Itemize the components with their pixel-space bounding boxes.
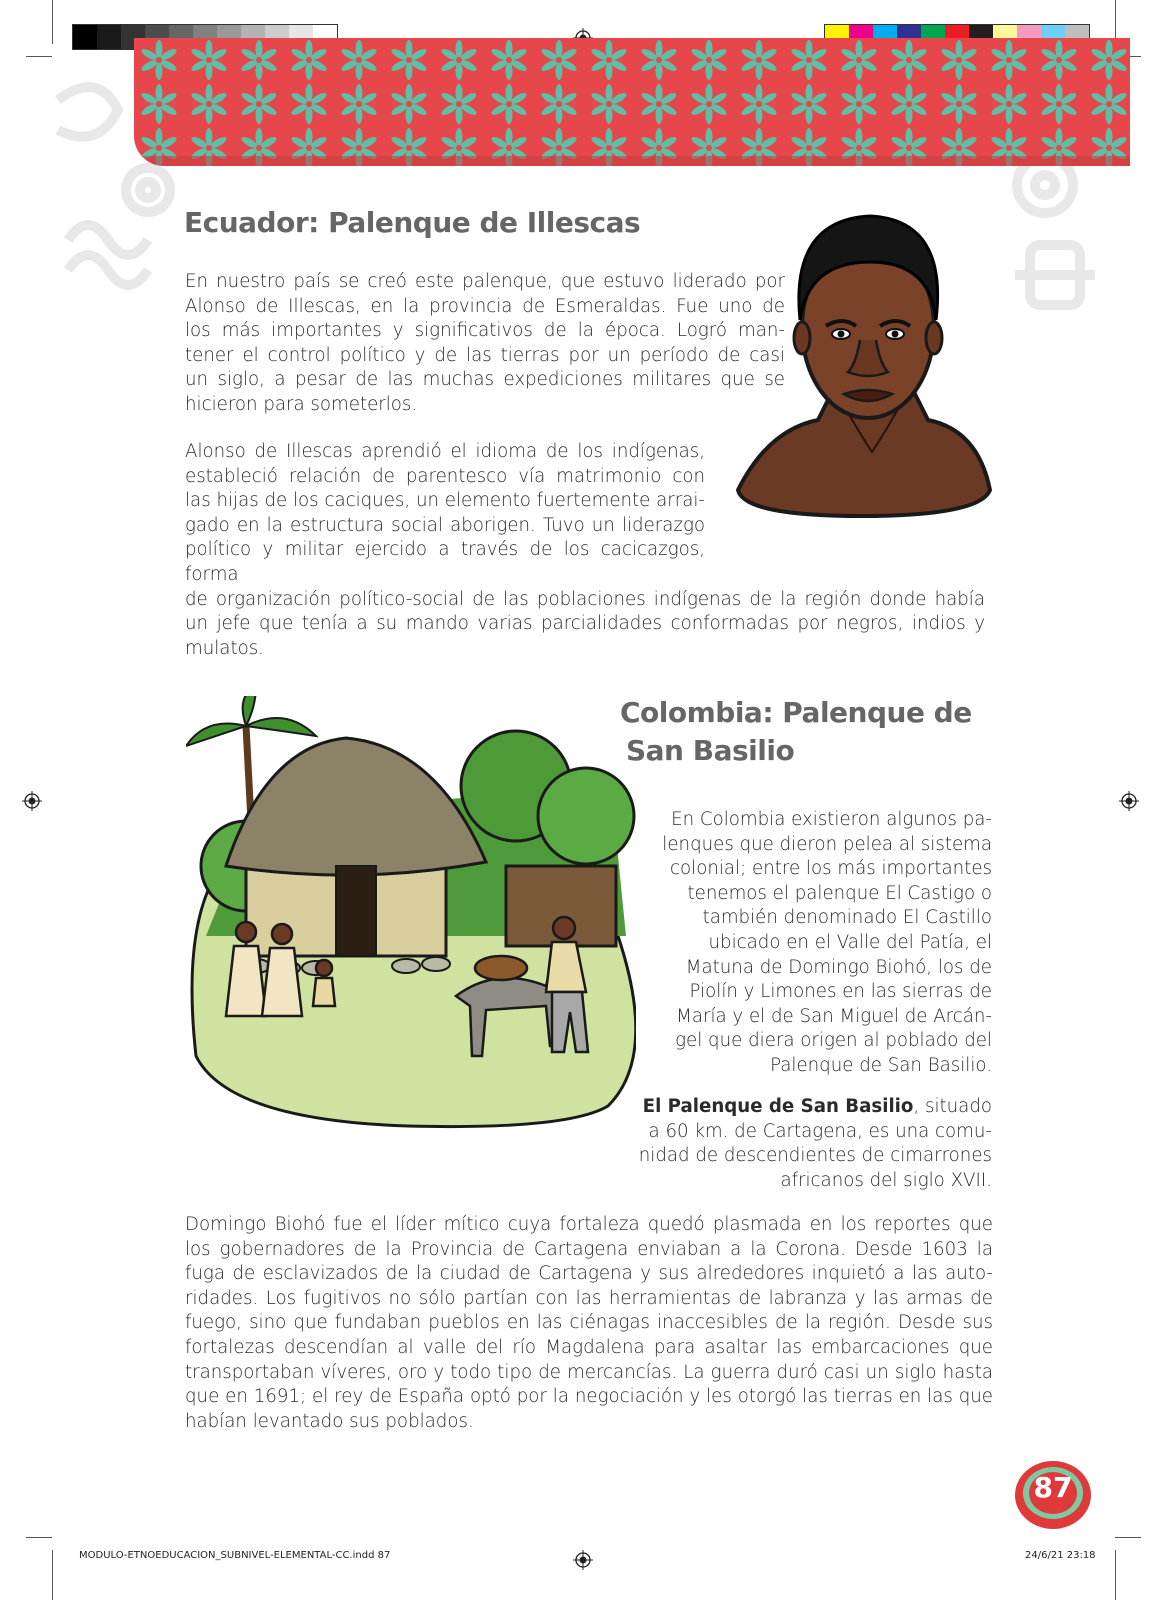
crop-mark: [1115, 1550, 1116, 1600]
paragraph-line: fuga de esclavizados de la ciudad de Cartagena y sus alrededores inquietó a las auto-: [185, 1263, 993, 1285]
paragraph-line: un siglo, a pesar de las muchas expediciones militares que se: [185, 369, 785, 391]
page-number: 87: [1033, 1471, 1073, 1504]
paragraph-line: lenques que dieron pelea al sistema: [662, 833, 992, 855]
paragraph-line: En Colombia existieron algunos pa-: [671, 809, 992, 830]
paragraph-line: africanos del siglo XVII.: [780, 1169, 992, 1191]
paragraph-line: las hijas de los caciques, un elemento fuertemente arrai-: [185, 490, 705, 512]
paragraph-line: Alonso de Illescas aprendió el idioma de los indígenas,: [185, 441, 705, 462]
paragraph-line: un jefe que tenía a su mando varias parcialidades conformadas por negros, indios y: [185, 613, 985, 635]
colombia-paragraph-3: [185, 1213, 993, 1434]
paragraph-line: María y el de San Miguel de Arcán-: [676, 1005, 992, 1027]
paragraph-line: Matuna de Domingo Biohó, los de: [685, 956, 992, 978]
paragraph-line: fortalezas descendían al valle del río Magdalena para asaltar las embarcaciones que: [185, 1336, 993, 1358]
section-title-colombia-line-2: San Basilio: [626, 734, 795, 767]
paragraph-line: ubicado en el Valle del Patía, el: [708, 931, 992, 953]
decorative-header-banner: [134, 38, 1130, 166]
crop-mark: [26, 1537, 52, 1538]
paragraph-line: tener el control político y de las tierras por un período de casi: [185, 344, 785, 366]
paragraph-line: que en 1691; el rey de España optó por la negociación y les otorgó las tierras en las que: [185, 1386, 993, 1408]
paragraph-line: Piolín y Limones en las sierras de: [689, 981, 992, 1003]
decorative-adinkra-symbols: [985, 150, 1105, 330]
paragraph-line: fuego, sino que fundaban pueblos en las ciénagas inaccesibles de la región. Desde sus: [185, 1312, 993, 1334]
paragraph-line: hicieron para someterlos.: [185, 393, 418, 415]
section-title-colombia: [620, 694, 972, 770]
paragraph-line: de organización político-social de las poblaciones indígenas de la región donde había: [185, 588, 985, 610]
paragraph-line: también denominado El Castillo: [702, 907, 992, 929]
paragraph-line: los más importantes y significativos de la época. Logró man-: [185, 320, 785, 342]
paragraph-line: mulatos.: [185, 637, 264, 659]
section-title-colombia-line-1: Colombia: Palenque de: [620, 696, 972, 729]
paragraph-line: Alonso de Illescas, en la provincia de Esmeraldas. Fue uno de: [185, 295, 785, 317]
footer-date-time: 24/6/21 23:18: [1025, 1550, 1096, 1561]
paragraph-line: a 60 km. de Cartagena, es una comu-: [648, 1120, 992, 1142]
section-title-ecuador: Ecuador: Palenque de Illescas: [184, 206, 641, 239]
paragraph-line: nidad de descendientes de cimarrones: [638, 1145, 992, 1167]
crop-mark: [52, 0, 53, 44]
paragraph-line: político y militar ejercido a través de los cacicazgos, forma: [185, 539, 705, 585]
registration-mark-icon: [1119, 791, 1139, 811]
registration-mark-icon: [573, 1550, 593, 1570]
paragraph-line: habían levantado sus poblados.: [185, 1410, 474, 1432]
paragraph-line: estableció relación de parentesco vía matrimonio con: [185, 465, 705, 487]
footer-file-name: MODULO-ETNOEDUCACION_SUBNIVEL-ELEMENTAL-CC.indd 87: [79, 1550, 391, 1561]
paragraph-line: gado en la estructura social aborigen. Tuvo un liderazgo: [185, 514, 705, 536]
crop-mark: [52, 1550, 53, 1600]
paragraph-line: En nuestro país se creó este palenque, que estuvo liderado por: [185, 271, 785, 292]
registration-mark-icon: [22, 791, 42, 811]
paragraph-text: , situado: [913, 1096, 992, 1117]
paragraph-line: gel que diera origen al poblado del: [675, 1030, 992, 1052]
village-palenque-illustration: [186, 696, 636, 1130]
paragraph-line: Palenque de San Basilio.: [770, 1054, 992, 1076]
colombia-paragraph-2: [560, 1095, 992, 1193]
paragraph-line: transportaban víveres, oro y todo tipo de mercancías. La guerra duró casi un siglo hasta: [185, 1361, 993, 1383]
paragraph-line: colonial; entre los más importantes: [670, 858, 992, 880]
ecuador-paragraph-1: [185, 270, 785, 418]
palenque-san-basilio-bold: El Palenque de San Basilio: [642, 1096, 914, 1117]
paragraph-line: los gobernadores de la Provincia de Cartagena enviaban a la Corona. Desde 1603 la: [185, 1238, 993, 1260]
crop-mark: [1115, 1537, 1141, 1538]
paragraph-line: ridades. Los fugitivos no sólo partían con las herramientas de labranza y las armas de: [185, 1287, 993, 1309]
colombia-paragraph-1: [598, 808, 992, 1079]
paragraph-line: tenemos el palenque El Castigo o: [687, 882, 992, 904]
paragraph-line: Domingo Biohó fue el líder mítico cuya fortaleza quedó plasmada en los reportes que: [185, 1214, 993, 1235]
ecuador-paragraph-2: [185, 440, 985, 661]
